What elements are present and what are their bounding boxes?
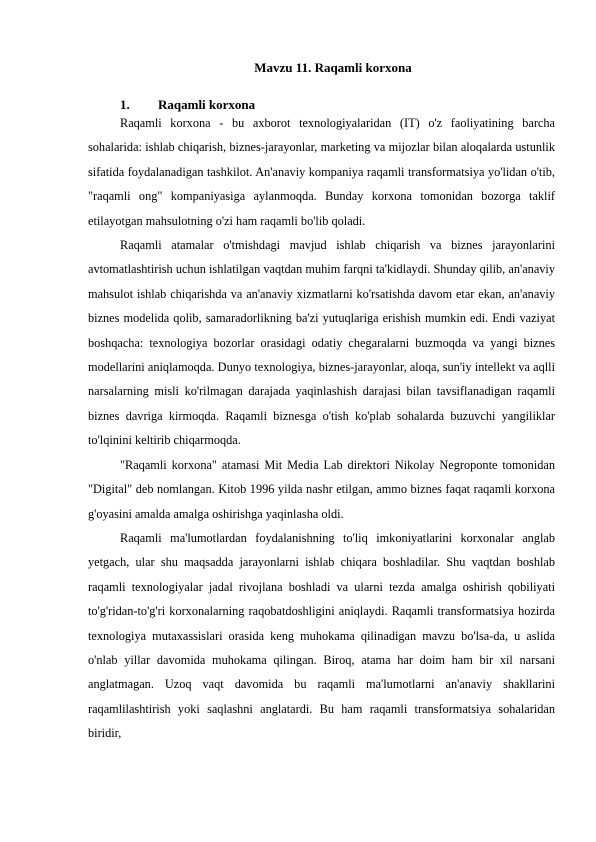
paragraph: Raqamli ma'lumotlardan foydalanishning to'liq imkoniyatlarini korxonalar anglab yetgach, ular shu maqsadda jarayonlarni ishlab chiqara boshladilar. Shu vaqtdan boshlab raqamli texnologiyalar jadal rivojlana boshladi va ularni tezda amalga oshirish qobiliyati to'g'ridan-to'g'ri korxonalarning raqobatdoshligini aniqlaydi. Raqamli transformatsiya hozirda texnologiya mutaxassislari orasida keng muhokama qilinadigan mavzu bo'lsa-da, u aslida o'nlab yillar davomida muhokama qilingan. Biroq, atama har doim ham bir xil narsani anglatmagan. Uzoq vaqt davomida bu raqamli ma'lumotlarni an'anaviy shakllarini raqamlilashtirish yoki saqlashni anglatardi. Bu ham raqamli transformatsiya sohalaridan biridir, xyxy=(88,530,555,741)
paragraph: Raqamli atamalar o'tmishdagi mavjud ishlab chiqarish va biznes jarayonlarini avtomatlashtirish uchun ishlatilgan vaqtdan muhim farqni ta'kidlaydi. Shunday qilib, an'anaviy mahsulot ishlab chiqarishda va an'anaviy xizmatlarni ko'rsatishda davom etar ekan, an'anaviy biznes modelida qolib, samaradorlikning ba'zi yutuqlariga erishish mumkin edi. Endi vaziyat boshqacha: texnologiya bozorlar orasidagi odatiy chegaralarni buzmoqda va yangi biznes modellarini aniqlamoqda. Dunyo texnologiya, biznes-jarayonlar, aloqa, sun'iy intellekt va aqlli narsalarning misli ko'rilmagan darajada yaqinlashish darajasi bilan tavsiflanadigan raqamli biznes davriga kirmoqda. Raqamli biznesga o'tish ko'plab sohalarda buzuvchi yangiliklar to'lqinini keltirib chiqarmoqda. xyxy=(88,238,555,448)
section-heading-text: Raqamli korxona xyxy=(158,97,256,112)
section-number: 1. xyxy=(120,97,130,112)
paragraph: Raqamli korxona - bu axborot texnologiyalaridan (IT) o'z faoliyatining barcha sohalarida: ishlab chiqarish, biznes-jarayonlar, marketing va mijozlar bilan aloqalarda ustunlik sifatida foydalanadigan tashkilot. An'anaviy kompaniya raqamli transformatsiya yo'lidan o'tib, "raqamli ong" kompaniyasiga aylanmoqda. Bunday korxona tomonidan bozorga taklif etilayotgan mahsulotning o'zi ham raqamli bo'lib qoladi. xyxy=(88,116,555,228)
page-title: Mavzu 11. Raqamli korxona xyxy=(254,60,412,75)
body-text xyxy=(88,111,555,746)
paragraph: "Raqamli korxona" atamasi Mit Media Lab direktori Nikolay Negroponte tomonidan "Digital" deb nomlangan. Kitob 1996 yilda nashr etilgan, ammo biznes faqat raqamli korxona g'oyasini amalda amalga oshirishga yaqinlasha oldi. xyxy=(88,457,555,521)
